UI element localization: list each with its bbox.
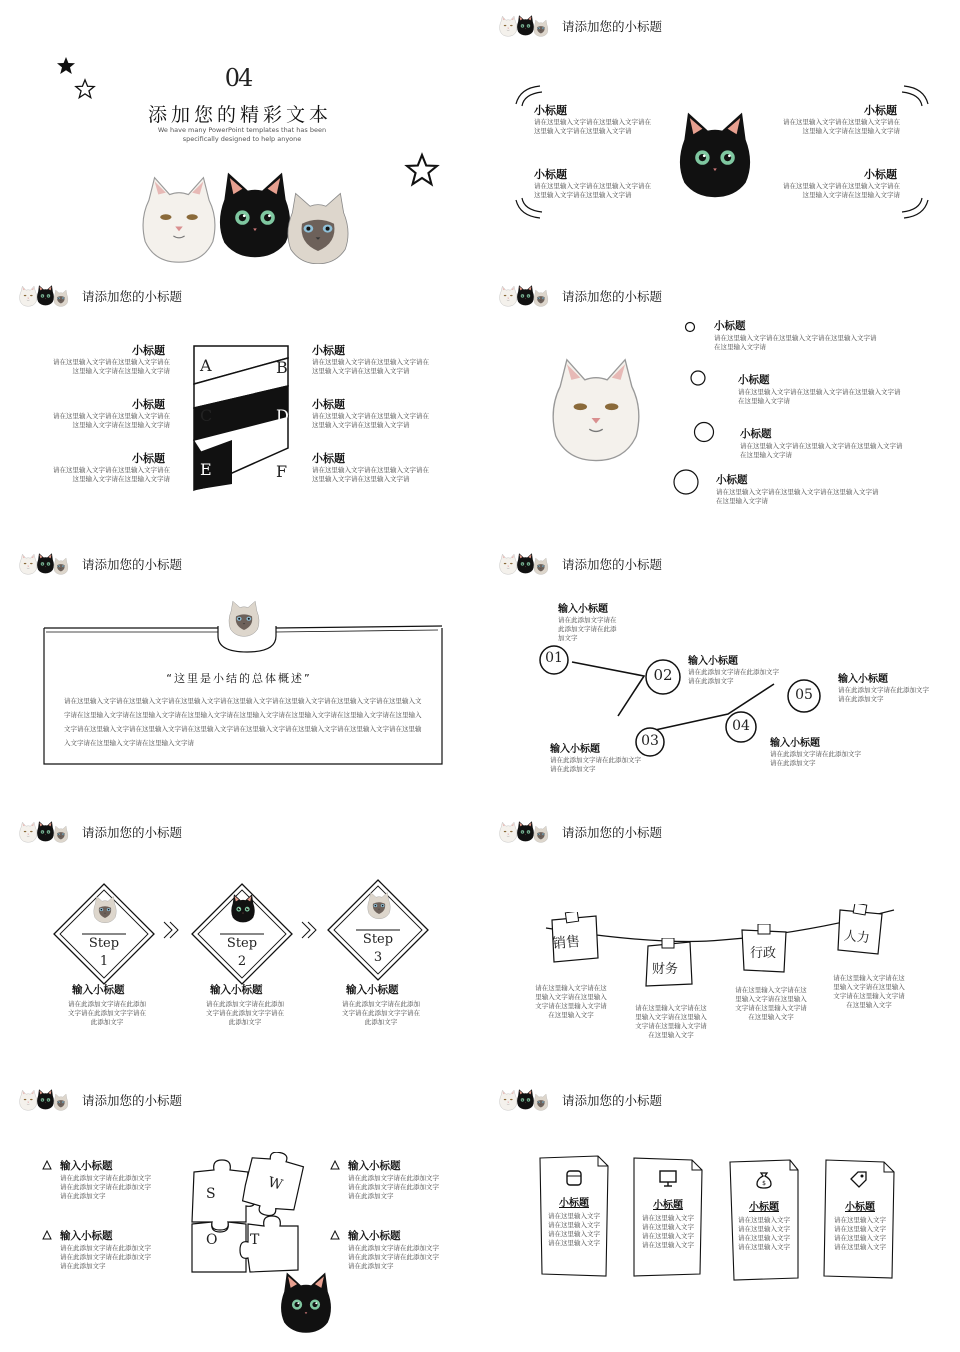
slide-header-title: 请添加您的小标题 bbox=[82, 1093, 183, 1108]
item-body: 请在此添加文字请在此添加文字请在此添加文字请在此添加文字请在此添加文字 bbox=[60, 1174, 151, 1200]
item-body: 请在这里输入文字请在这里输入文字请在这里输入文字请在这里输入文字请 bbox=[312, 466, 429, 483]
slide-header bbox=[2, 548, 182, 580]
item-title: 小标题 bbox=[864, 168, 897, 181]
card-body: 请在这里输入文字请在这里输入文字请在这里输入文字请在这里输入文字 bbox=[738, 1216, 790, 1251]
letter-e: E bbox=[200, 460, 212, 479]
black-cat-illustration bbox=[670, 96, 760, 212]
triangle-icon bbox=[42, 1160, 52, 1170]
siamese-cat-icon bbox=[90, 894, 120, 924]
letter-c: C bbox=[200, 406, 213, 425]
slide-icon-cards bbox=[482, 1076, 956, 1338]
number-02: 02 bbox=[653, 666, 673, 684]
item-title: 小标题 bbox=[716, 474, 748, 486]
summary-body: 请在这里输入文字请在这里输入文字请在这里输入文字请在这里输入文字请在这里输入文字请在这里输入文字请在这里输入文字请在这里输入文字请在这里输入文字请在这里输入文字请在这里输入文字请在这里输入文字请在这里输入文字请在这里输入文字请在这里输入文字请在这里输入文字请在这里输入文字请在这里输入文字请在这里输入文字请在这里输入文字请在这里输入文字请在这里输入文字请在这里输入文字请 bbox=[64, 697, 422, 747]
header-cats-icon bbox=[16, 818, 74, 846]
header-cats-icon bbox=[496, 1086, 554, 1114]
letter-o: O bbox=[206, 1232, 218, 1248]
item-body: 请在此添加文字请在此添加文字请在此添加文字 bbox=[550, 756, 641, 773]
letter-s: S bbox=[206, 1186, 216, 1202]
item-body: 请在此添加文字请在此添加文字请在此添加文字 bbox=[558, 616, 617, 642]
note-label: 人力 bbox=[843, 928, 871, 947]
header-cats-icon bbox=[496, 282, 554, 310]
triangle-icon bbox=[330, 1230, 340, 1240]
item-title: 小标题 bbox=[312, 344, 345, 357]
box-icon bbox=[564, 1168, 584, 1188]
header-cats-icon bbox=[496, 550, 554, 578]
item-title: 小标题 bbox=[714, 320, 746, 332]
item-title: 小标题 bbox=[132, 344, 165, 357]
card-body: 请在这里输入文字请在这里输入文字请在这里输入文字请在这里输入文字 bbox=[834, 1216, 886, 1251]
item-title: 输入小标题 bbox=[838, 674, 888, 685]
puzzle-pieces bbox=[184, 1152, 308, 1276]
black-cat-icon bbox=[228, 892, 258, 924]
step-number: 2 bbox=[237, 954, 247, 969]
header-cats-icon bbox=[16, 1086, 74, 1114]
slide-steps bbox=[2, 808, 476, 1070]
item-title: 输入小标题 bbox=[550, 744, 600, 755]
three-cats-illustration bbox=[132, 158, 372, 264]
slide-header bbox=[482, 548, 662, 580]
item-body: 请在这里输入文字请在这里输入文字请在这里输入文字请在这里输入文字请 bbox=[312, 358, 429, 375]
monitor-icon bbox=[658, 1168, 678, 1188]
step-label: Step bbox=[88, 936, 120, 951]
item-body: 请在这里输入文字请在这里输入文字请在这里输入文字请在这里输入文字请 bbox=[53, 358, 170, 375]
item-body: 请在此添加文字请在此添加文字请在此添加文字请在此添加文字请在此添加文字 bbox=[60, 1244, 151, 1270]
note-label: 财务 bbox=[652, 962, 679, 977]
item-body: 请在这里输入文字请在这里输入文字请在这里输入文字请在这里输入文字请 bbox=[714, 334, 877, 351]
letter-f: F bbox=[276, 462, 288, 481]
item-body: 请在此添加文字请在此添加文字请在此添加文字 bbox=[688, 668, 779, 685]
star-outline-icon bbox=[404, 152, 440, 188]
slide-header-title: 请添加您的小标题 bbox=[562, 19, 663, 34]
number-04: 04 bbox=[732, 718, 750, 734]
slide-header bbox=[482, 280, 662, 312]
letter-t: T bbox=[250, 1232, 260, 1248]
slide-cover bbox=[2, 2, 476, 264]
star-outline-icon bbox=[74, 78, 96, 100]
note-label: 销售 bbox=[551, 933, 581, 953]
number-01: 01 bbox=[545, 650, 563, 666]
item-body: 请在这里输入文字请在这里输入文字请在这里输入文字请在这里输入文字请 bbox=[740, 442, 903, 459]
slide-number: 04 bbox=[224, 64, 252, 92]
note-body: 请在这里输入文字请在这里输入文字请在这里输入文字请在这里输入文字请在这里输入文字 bbox=[833, 974, 905, 1009]
card-title: 小标题 bbox=[845, 1202, 875, 1213]
note-body: 请在这里输入文字请在这里输入文字请在这里输入文字请在这里输入文字请在这里输入文字 bbox=[535, 984, 607, 1019]
white-cat-illustration bbox=[540, 334, 652, 484]
card-body: 请在这里输入文字请在这里输入文字请在这里输入文字请在这里输入文字 bbox=[548, 1212, 600, 1247]
item-title: 输入小标题 bbox=[348, 1160, 401, 1172]
star-solid-icon bbox=[56, 56, 76, 76]
item-title: 小标题 bbox=[864, 104, 897, 117]
svg-text:$: $ bbox=[762, 1180, 766, 1187]
tag-icon bbox=[848, 1170, 868, 1190]
item-title: 输入小标题 bbox=[770, 738, 820, 749]
item-body: 请在这里输入文字请在这里输入文字请在这里输入文字请在这里输入文字请 bbox=[312, 412, 429, 429]
slide-hanging-notes bbox=[482, 808, 956, 1070]
siamese-cat-icon bbox=[364, 890, 394, 920]
chevron-right-icon bbox=[298, 918, 322, 942]
item-title: 小标题 bbox=[312, 452, 345, 465]
card-title: 小标题 bbox=[559, 1198, 589, 1209]
item-body: 请在这里输入文字请在这里输入文字请在这里输入文字请在这里输入文字请 bbox=[783, 118, 900, 135]
item-body: 请在这里输入文字请在这里输入文字请在这里输入文字请在这里输入文字请 bbox=[534, 182, 651, 199]
item-body: 请在这里输入文字请在这里输入文字请在这里输入文字请在这里输入文字请 bbox=[783, 182, 900, 199]
item-body: 请在此添加文字请在此添加文字请在此添加文字请在此添加文字请在此添加文字 bbox=[348, 1174, 439, 1200]
chevron-right-icon bbox=[160, 918, 184, 942]
slide-header-title: 请添加您的小标题 bbox=[562, 289, 663, 304]
item-title: 输入小标题 bbox=[60, 1160, 113, 1172]
item-title: 小标题 bbox=[132, 452, 165, 465]
summary-quote: “这里是小结的总体概述” bbox=[166, 672, 312, 685]
slide-header-title: 请添加您的小标题 bbox=[82, 289, 183, 304]
slide-header bbox=[482, 1084, 662, 1116]
item-title: 小标题 bbox=[312, 398, 345, 411]
slide-header bbox=[2, 816, 182, 848]
letter-d: D bbox=[276, 406, 289, 425]
slide-header bbox=[482, 816, 662, 848]
slide-swot bbox=[2, 1076, 476, 1338]
slide-header-title: 请添加您的小标题 bbox=[562, 825, 663, 840]
slide-header-title: 请添加您的小标题 bbox=[82, 557, 183, 572]
item-body: 请在这里输入文字请在这里输入文字请在这里输入文字请在这里输入文字请 bbox=[534, 118, 651, 135]
note-body: 请在这里输入文字请在这里输入文字请在这里输入文字请在这里输入文字请在这里输入文字 bbox=[635, 1004, 707, 1039]
letter-a: A bbox=[200, 356, 212, 375]
slide-header-title: 请添加您的小标题 bbox=[562, 1093, 663, 1108]
card-body: 请在这里输入文字请在这里输入文字请在这里输入文字请在这里输入文字 bbox=[642, 1214, 694, 1249]
number-03: 03 bbox=[641, 733, 659, 749]
item-title: 输入小标题 bbox=[348, 1230, 401, 1242]
step-body: 请在此添加文字请在此添加文字请在此添加文字字请在此添加文字 bbox=[342, 1000, 420, 1026]
subtitle-line: specifically designed to help anyone bbox=[182, 135, 302, 143]
letter-w: W bbox=[266, 1174, 285, 1194]
item-title: 输入小标题 bbox=[60, 1230, 113, 1242]
step-body: 请在此添加文字请在此添加文字请在此添加文字字请在此添加文字 bbox=[68, 1000, 146, 1026]
item-title: 小标题 bbox=[534, 104, 567, 117]
item-title: 输入小标题 bbox=[688, 656, 738, 667]
card-title: 小标题 bbox=[749, 1202, 779, 1213]
item-body: 请在这里输入文字请在这里输入文字请在这里输入文字请在这里输入文字请 bbox=[738, 388, 901, 405]
item-body: 请在此添加文字请在此添加文字请在此添加文字 bbox=[770, 750, 861, 767]
step-body: 请在此添加文字请在此添加文字请在此添加文字字请在此添加文字 bbox=[206, 1000, 284, 1026]
triangle-icon bbox=[330, 1160, 340, 1170]
slide-black-cat-four-items bbox=[482, 2, 956, 264]
note-label: 行政 bbox=[750, 946, 777, 961]
subtitle-line: We have many PowerPoint templates that has been bbox=[157, 126, 327, 134]
slide-numbered-path bbox=[482, 540, 956, 802]
item-title: 小标题 bbox=[132, 398, 165, 411]
letter-b: B bbox=[276, 358, 288, 377]
slide-summary bbox=[2, 540, 476, 802]
header-cats-icon bbox=[16, 550, 74, 578]
step-title: 输入小标题 bbox=[210, 984, 263, 996]
item-title: 小标题 bbox=[534, 168, 567, 181]
step-title: 输入小标题 bbox=[346, 984, 399, 996]
note-body: 请在这里输入文字请在这里输入文字请在这里输入文字请在这里输入文字请在这里输入文字 bbox=[735, 986, 807, 1021]
header-cats-icon bbox=[496, 818, 554, 846]
triangle-icon bbox=[42, 1230, 52, 1240]
slide-header bbox=[2, 1084, 182, 1116]
slide-header bbox=[2, 280, 182, 312]
slide-header bbox=[482, 10, 662, 42]
item-body: 请在此添加文字请在此添加文字请在此添加文字请在此添加文字请在此添加文字 bbox=[348, 1244, 439, 1270]
header-cats-icon bbox=[16, 282, 74, 310]
slide-header-title: 请添加您的小标题 bbox=[562, 557, 663, 572]
item-body: 请在这里输入文字请在这里输入文字请在这里输入文字请在这里输入文字请 bbox=[53, 466, 170, 483]
black-cat-illustration bbox=[274, 1262, 338, 1338]
money-bag-icon bbox=[754, 1170, 774, 1190]
step-label: Step bbox=[226, 936, 258, 951]
slide-abcdef bbox=[2, 272, 476, 534]
step-title: 输入小标题 bbox=[72, 984, 125, 996]
slide-white-cat-circles bbox=[482, 272, 956, 534]
step-number: 3 bbox=[373, 950, 383, 965]
cover-title: 添加您的精彩文本 bbox=[148, 104, 333, 126]
step-label: Step bbox=[362, 932, 394, 947]
item-body: 请在这里输入文字请在这里输入文字请在这里输入文字请在这里输入文字请 bbox=[716, 488, 879, 505]
item-title: 输入小标题 bbox=[558, 604, 608, 615]
item-title: 小标题 bbox=[738, 374, 770, 386]
number-05: 05 bbox=[795, 687, 813, 703]
step-number: 1 bbox=[99, 954, 109, 969]
card-title: 小标题 bbox=[653, 1200, 683, 1211]
header-cats-icon bbox=[496, 12, 554, 40]
slide-header-title: 请添加您的小标题 bbox=[82, 825, 183, 840]
item-body: 请在这里输入文字请在这里输入文字请在这里输入文字请在这里输入文字请 bbox=[53, 412, 170, 429]
item-body: 请在此添加文字请在此添加文字请在此添加文字 bbox=[838, 686, 929, 703]
cover-subtitle bbox=[142, 126, 342, 144]
item-title: 小标题 bbox=[740, 428, 772, 440]
siamese-cat-icon bbox=[224, 598, 264, 638]
